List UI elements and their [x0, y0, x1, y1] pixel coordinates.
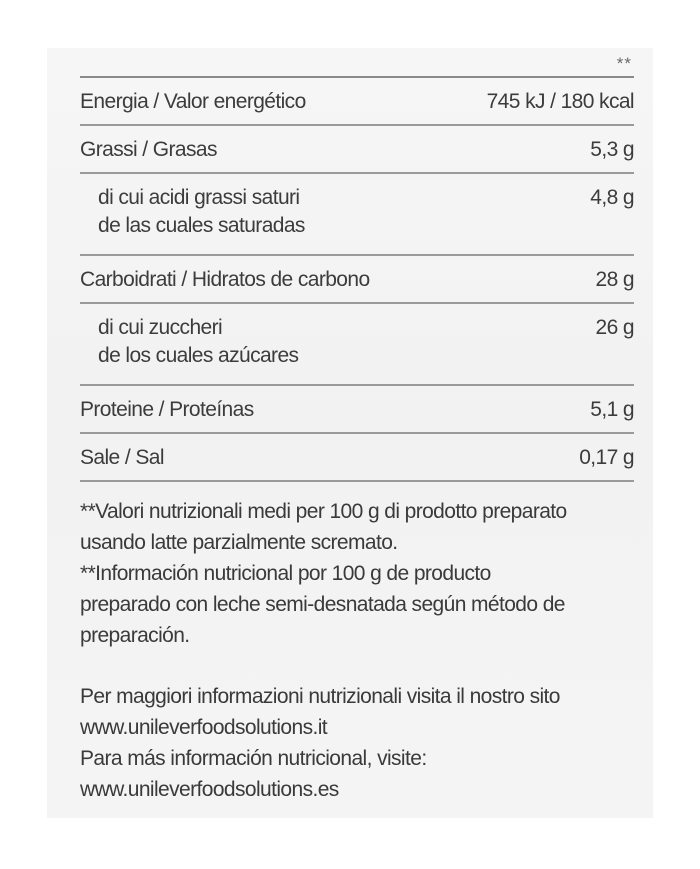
row-carbohydrates [80, 256, 634, 304]
row-value: 745 kJ / 180 kcal [486, 90, 634, 113]
row-label-it: di cui acidi grassi saturi [98, 186, 300, 209]
row-label [80, 314, 298, 370]
url-it: www.unileverfoodsolutions.it [80, 716, 328, 739]
row-value: 0,17 g [579, 446, 634, 469]
table-header [80, 52, 634, 78]
row-label-it: di cui zuccheri [98, 316, 223, 339]
note-it-line: **Valori nutrizionali medi per 100 g di prodotto preparato [80, 500, 567, 523]
row-salt [80, 434, 634, 482]
row-value: 26 g [595, 316, 634, 339]
nutrition-table [80, 52, 634, 482]
info-es-text: Para más información nutricional, visite: [80, 747, 427, 770]
row-protein [80, 386, 634, 434]
info-it-text: Per maggiori informazioni nutrizionali visita il nostro sito [80, 685, 560, 708]
footnote-marker: ** [616, 54, 632, 73]
row-value: 28 g [595, 268, 634, 291]
row-label: Grassi / Grasas [80, 138, 217, 161]
row-value: 5,1 g [590, 398, 634, 421]
footnotes [80, 496, 640, 805]
row-label-es: de las cuales saturadas [98, 214, 305, 237]
row-energy [80, 78, 634, 126]
url-es: www.unileverfoodsolutions.es [80, 778, 339, 801]
row-sugars [80, 304, 634, 386]
row-label: Sale / Sal [80, 446, 164, 469]
row-label: Proteine / Proteínas [80, 398, 254, 421]
row-label: Energia / Valor energético [80, 90, 306, 113]
row-label: Carboidrati / Hidratos de carbono [80, 268, 370, 291]
row-value: 5,3 g [590, 138, 634, 161]
row-fat [80, 126, 634, 174]
note-es-line: **Información nutricional por 100 g de producto [80, 562, 491, 585]
row-label-es: de los cuales azúcares [98, 344, 299, 367]
spacer [80, 651, 640, 681]
row-value: 4,8 g [590, 186, 634, 209]
note-es-line: preparado con leche semi-desnatada según método de [80, 593, 565, 616]
row-label [80, 184, 305, 240]
row-saturated-fat [80, 174, 634, 256]
note-it-line: usando latte parzialmente scremato. [80, 531, 398, 554]
note-es-line: preparación. [80, 624, 190, 647]
